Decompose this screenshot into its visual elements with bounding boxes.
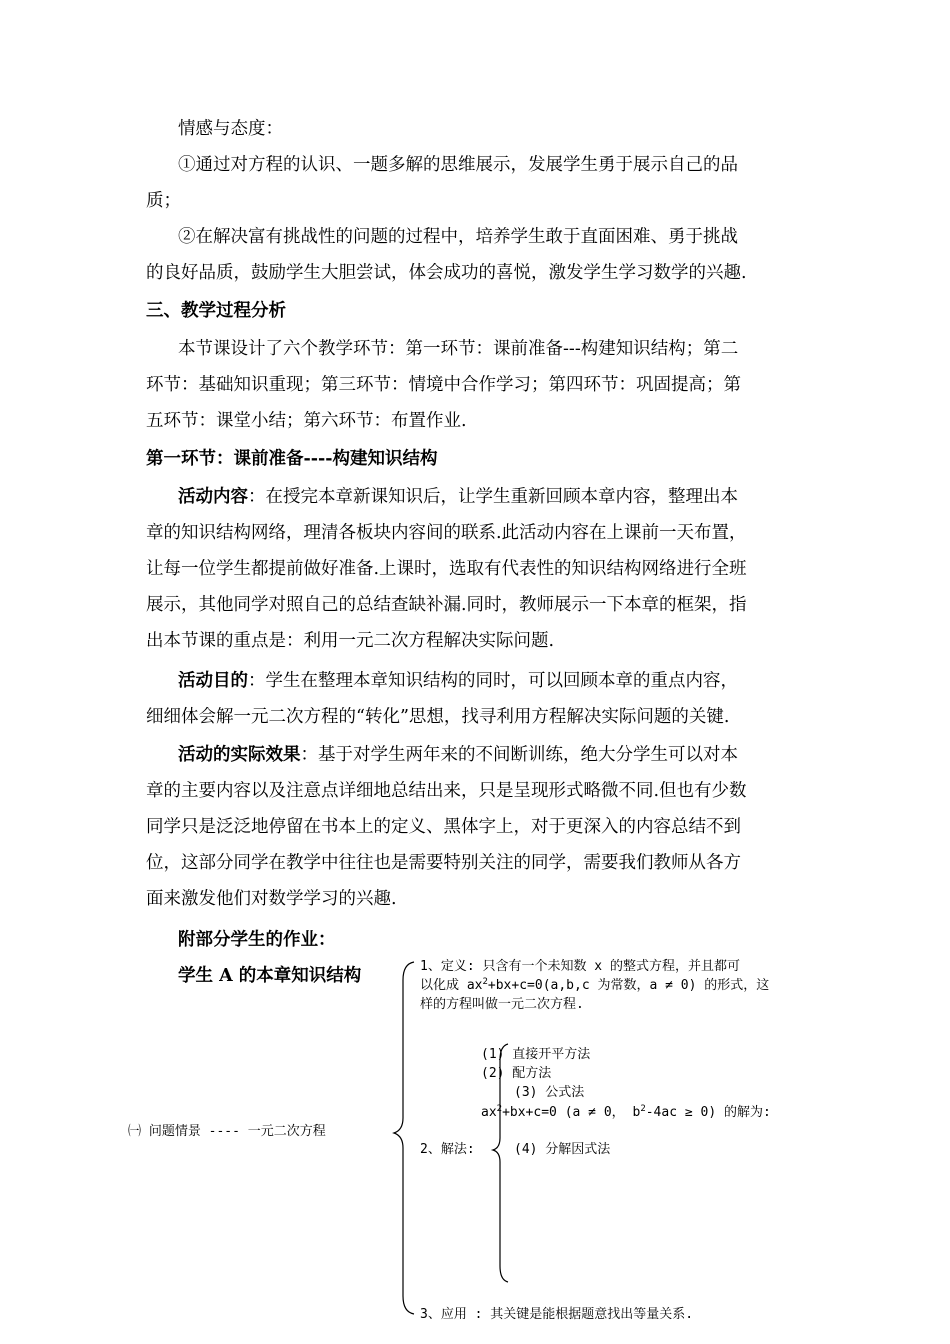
definition-line-1: 1、定义: 只含有一个未知数 x 的整式方程，并且都可 bbox=[420, 959, 740, 974]
def-eq-sup: 2 bbox=[482, 977, 488, 987]
solve-label: 2、解法: bbox=[420, 1142, 475, 1157]
effect-label: 活动的实际效果 bbox=[178, 745, 301, 765]
content-line-5: 出本节课的重点是：利用一元二次方程解决实际问题. bbox=[146, 631, 555, 651]
def-eq-a: 以化成 ax bbox=[420, 978, 483, 993]
affect-heading: 情感与态度： bbox=[178, 119, 283, 139]
effect-line-3: 同学只是泛泛地停留在书本上的定义、黑体字上，对于更深入的内容总结不到 bbox=[146, 817, 741, 837]
overview-line-1: 本节课设计了六个教学环节：第一环节：课前准备---构建知识结构；第二 bbox=[178, 339, 739, 359]
effect-line-2: 章的主要内容以及注意点详细地总结出来，只是呈现形式略微不同.但也有少数 bbox=[146, 781, 747, 801]
content-text: ：在授完本章新课知识后，让学生重新回顾本章内容，整理出本 bbox=[248, 487, 738, 507]
method-3: (3) 公式法 bbox=[514, 1085, 585, 1100]
formula-sup-2: 2 bbox=[640, 1104, 646, 1114]
diagram-root: ㈠ 问题情景 ---- 一元二次方程 bbox=[128, 1124, 326, 1139]
affect-item-1-line-2: 质； bbox=[146, 191, 181, 211]
section-3-heading: 三、教学过程分析 bbox=[146, 301, 286, 321]
definition-line-3: 样的方程叫做一元二次方程. bbox=[420, 997, 584, 1012]
content-line-3: 让每一位学生都提前做好准备.上课时，选取有代表性的知识结构网络进行全班 bbox=[146, 559, 747, 579]
method-2: (2) 配方法 bbox=[481, 1066, 552, 1081]
affect-item-1-line-1: ①通过对方程的认识、一题多解的思维展示，发展学生勇于展示自己的品 bbox=[178, 155, 738, 175]
goal-label: 活动目的 bbox=[178, 671, 248, 691]
effect-line-5: 面来激发他们对数学学习的兴趣. bbox=[146, 889, 397, 909]
content-label: 活动内容 bbox=[178, 487, 248, 507]
goal-text: ：学生在整理本章知识结构的同时，可以回顾本章的重点内容， bbox=[248, 671, 738, 691]
homework-heading: 附部分学生的作业： bbox=[178, 930, 336, 950]
stage-1-heading: 第一环节：课前准备----构建知识结构 bbox=[146, 449, 438, 469]
effect-line-4: 位，这部分同学在教学中往往也是需要特别关注的同学，需要我们教师从各方 bbox=[146, 853, 741, 873]
effect-text: ：基于对学生两年来的不间断训练，绝大分学生可以对本 bbox=[300, 745, 738, 765]
formula-a: ax bbox=[481, 1105, 497, 1120]
formula-sup-1: 2 bbox=[496, 1104, 503, 1114]
student-a-heading: 学生 A 的本章知识结构 bbox=[178, 966, 362, 986]
content-line-2: 章的知识结构网络，理清各板块内容间的联系.此活动内容在上课前一天布置， bbox=[146, 523, 747, 543]
method-4: (4) 分解因式法 bbox=[514, 1142, 611, 1157]
content-line-4: 展示，其他同学对照自己的总结查缺补漏.同时，教师展示一下本章的框架，指 bbox=[146, 595, 747, 615]
affect-item-2-line-1: ②在解决富有挑战性的问题的过程中，培养学生敢于直面困难、勇于挑战 bbox=[178, 227, 738, 247]
formula-line bbox=[481, 1106, 771, 1119]
overview-line-2: 环节：基础知识重现；第三环节：情境中合作学习；第四环节：巩固提高；第 bbox=[146, 375, 741, 395]
definition-line-2 bbox=[420, 979, 769, 992]
goal-line-2: 细细体会解一元二次方程的“转化”思想，找寻利用方程解决实际问题的关键. bbox=[146, 707, 730, 727]
formula-c: -4ac ≥ 0) 的解为: bbox=[645, 1105, 771, 1120]
affect-item-2-line-2: 的良好品质，鼓励学生大胆尝试，体会成功的喜悦，激发学生学习数学的兴趣. bbox=[146, 263, 747, 283]
method-1: (1) 直接开平方法 bbox=[481, 1047, 591, 1062]
overview-line-3: 五环节：课堂小结；第六环节：布置作业. bbox=[146, 411, 467, 431]
outer-brace bbox=[394, 962, 414, 1314]
application-line: 3、应用 : 其关键是能根据题意找出等量关系. bbox=[420, 1307, 694, 1322]
def-eq-b: +bx+c=0(a,b,c 为常数，a ≠ 0) 的形式，这 bbox=[487, 978, 770, 993]
formula-b: +bx+c=0 (a ≠ 0， b bbox=[502, 1105, 641, 1120]
